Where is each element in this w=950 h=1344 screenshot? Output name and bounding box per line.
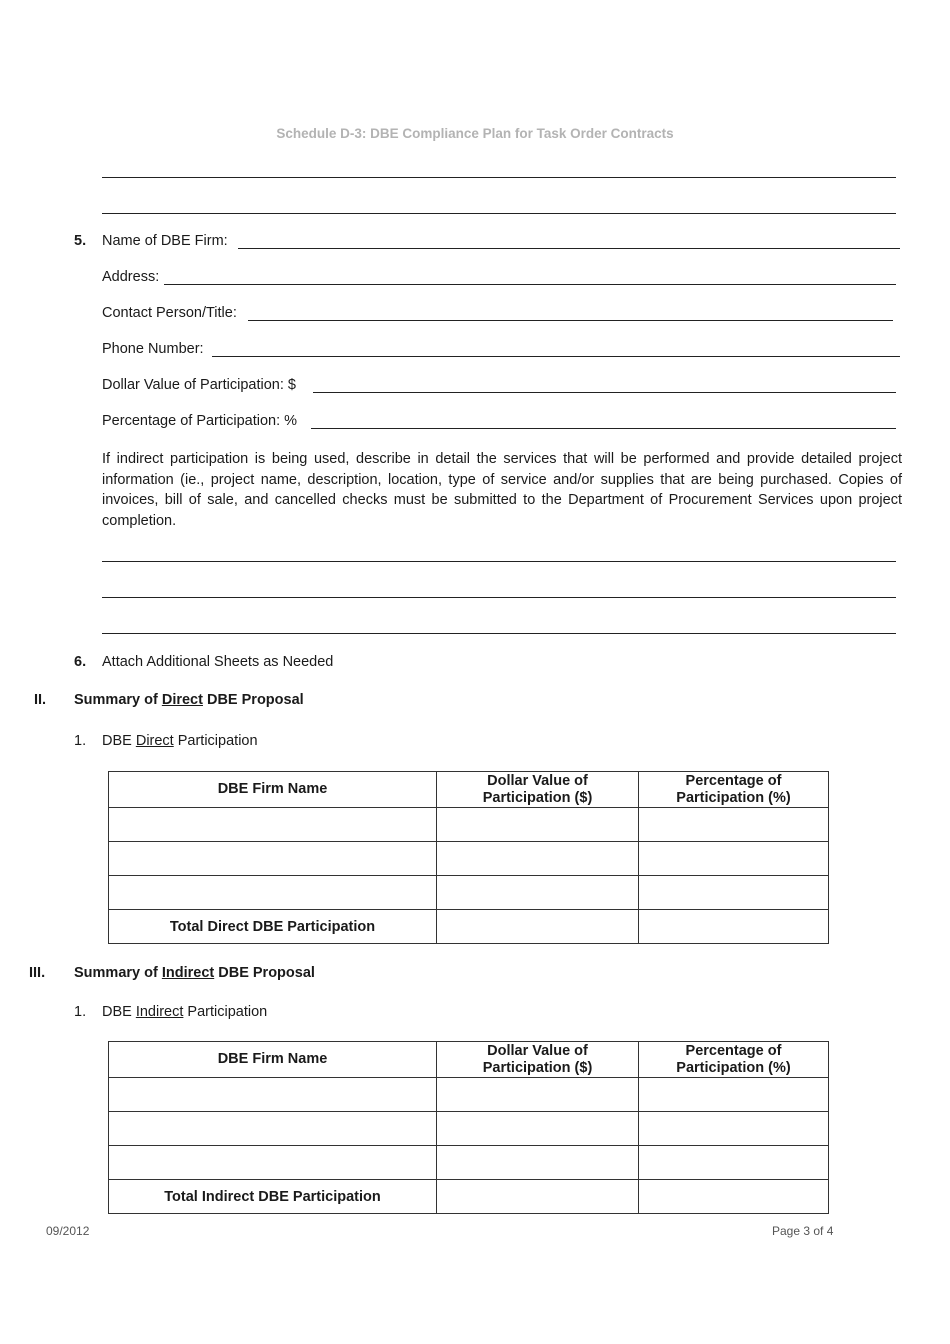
col-dollar-line2: Participation ($) (482, 789, 593, 806)
attach-sheets-label: Attach Additional Sheets as Needed (102, 654, 334, 670)
section-number: II. (34, 692, 47, 708)
percentage-cell[interactable] (639, 1112, 829, 1146)
dollar-value-cell[interactable] (437, 1112, 639, 1146)
percentage-cell[interactable] (639, 1146, 829, 1180)
section-title-post: DBE Proposal (202, 692, 304, 708)
col-dollar-value (437, 772, 639, 808)
col-firm-name: DBE Firm Name (109, 772, 437, 808)
percentage-cell[interactable] (639, 876, 829, 910)
percentage-field[interactable] (311, 428, 896, 429)
phone-number-label: Phone Number: (102, 341, 204, 357)
col-percent-line1: Percentage of (685, 1042, 782, 1059)
indirect-participation-table (108, 1041, 829, 1214)
dollar-value-cell[interactable] (437, 808, 639, 842)
table-row (109, 876, 829, 910)
item-number: 6. (74, 654, 87, 670)
percentage-cell[interactable] (639, 808, 829, 842)
dbe-firm-name-field[interactable] (238, 248, 900, 249)
section-title-emphasis: Indirect (161, 965, 215, 981)
percentage-cell[interactable] (639, 1078, 829, 1112)
subsection-number: 1. (74, 1004, 87, 1020)
total-percentage-cell[interactable] (639, 1180, 829, 1214)
total-percentage-cell[interactable] (639, 910, 829, 944)
table-row (109, 1146, 829, 1180)
col-percent-line1: Percentage of (685, 772, 782, 789)
col-dollar-line1: Dollar Value of (487, 772, 588, 789)
total-row (109, 910, 829, 944)
dbe-firm-name-label: Name of DBE Firm: (102, 233, 228, 249)
percentage-cell[interactable] (639, 842, 829, 876)
subsection-title-emphasis: Indirect (135, 1004, 184, 1020)
col-percentage (639, 772, 829, 808)
section-title-emphasis: Direct (161, 692, 203, 708)
direct-participation-table (108, 771, 829, 944)
percentage-label: Percentage of Participation: % (102, 413, 298, 429)
table-row (109, 1112, 829, 1146)
col-percent-line2: Participation (%) (676, 789, 791, 806)
blank-line[interactable] (102, 633, 896, 634)
dollar-value-field[interactable] (313, 392, 896, 393)
total-label: Total Direct DBE Participation (109, 910, 437, 944)
col-percent-line2: Participation (%) (676, 1059, 791, 1076)
page-header-title: Schedule D-3: DBE Compliance Plan for Task Order Contracts (276, 126, 674, 141)
col-dollar-line2: Participation ($) (482, 1059, 593, 1076)
subsection-title-emphasis: Direct (135, 733, 174, 749)
section-title-pre: Summary of (74, 965, 162, 981)
dollar-value-cell[interactable] (437, 876, 639, 910)
col-firm-name: DBE Firm Name (109, 1042, 437, 1078)
item-number: 5. (74, 233, 87, 249)
table-row (109, 808, 829, 842)
firm-name-cell[interactable] (109, 808, 437, 842)
footer-date: 09/2012 (46, 1224, 90, 1238)
col-dollar-value (437, 1042, 639, 1078)
col-dollar-line1: Dollar Value of (487, 1042, 588, 1059)
total-dollar-cell[interactable] (437, 910, 639, 944)
firm-name-cell[interactable] (109, 1078, 437, 1112)
section-number: III. (29, 965, 46, 981)
firm-name-cell[interactable] (109, 842, 437, 876)
phone-number-field[interactable] (212, 356, 900, 357)
firm-name-cell[interactable] (109, 1112, 437, 1146)
subsection-title-post: Participation (183, 1004, 268, 1020)
table-header-row (109, 1042, 829, 1078)
section-title (74, 965, 315, 981)
address-field[interactable] (164, 284, 896, 285)
section-title-pre: Summary of (74, 692, 162, 708)
firm-name-cell[interactable] (109, 1146, 437, 1180)
subsection-title (102, 733, 258, 749)
blank-line[interactable] (102, 561, 896, 562)
contact-person-field[interactable] (248, 320, 893, 321)
table-row (109, 1078, 829, 1112)
dollar-value-cell[interactable] (437, 842, 639, 876)
blank-line[interactable] (102, 597, 896, 598)
subsection-title-pre: DBE (102, 1004, 136, 1020)
dollar-value-cell[interactable] (437, 1078, 639, 1112)
section-title-post: DBE Proposal (214, 965, 315, 981)
table-row (109, 842, 829, 876)
dollar-value-label: Dollar Value of Participation: $ (102, 377, 296, 393)
table-header-row (109, 772, 829, 808)
indirect-instructions: If indirect participation is being used, describe in detail the services that will be performed and provide detailed project information (ie., project name, description, location, type of service and/or supplies that are being purchased. Copies of invoices, bill of sale, and cancelled checks must be submitted to the Department of Procurement Services upon project completion. (102, 451, 902, 530)
subsection-title-pre: DBE (102, 733, 136, 749)
subsection-title (102, 1004, 267, 1020)
address-label: Address: (102, 269, 160, 285)
footer-page-number: Page 3 of 4 (772, 1224, 834, 1238)
total-row (109, 1180, 829, 1214)
dollar-value-cell[interactable] (437, 1146, 639, 1180)
col-percentage (639, 1042, 829, 1078)
total-label: Total Indirect DBE Participation (109, 1180, 437, 1214)
subsection-title-post: Participation (173, 733, 258, 749)
firm-name-cell[interactable] (109, 876, 437, 910)
subsection-number: 1. (74, 733, 87, 749)
section-title (74, 692, 304, 708)
blank-line[interactable] (102, 177, 896, 178)
total-dollar-cell[interactable] (437, 1180, 639, 1214)
blank-line[interactable] (102, 213, 896, 214)
contact-person-label: Contact Person/Title: (102, 305, 237, 321)
